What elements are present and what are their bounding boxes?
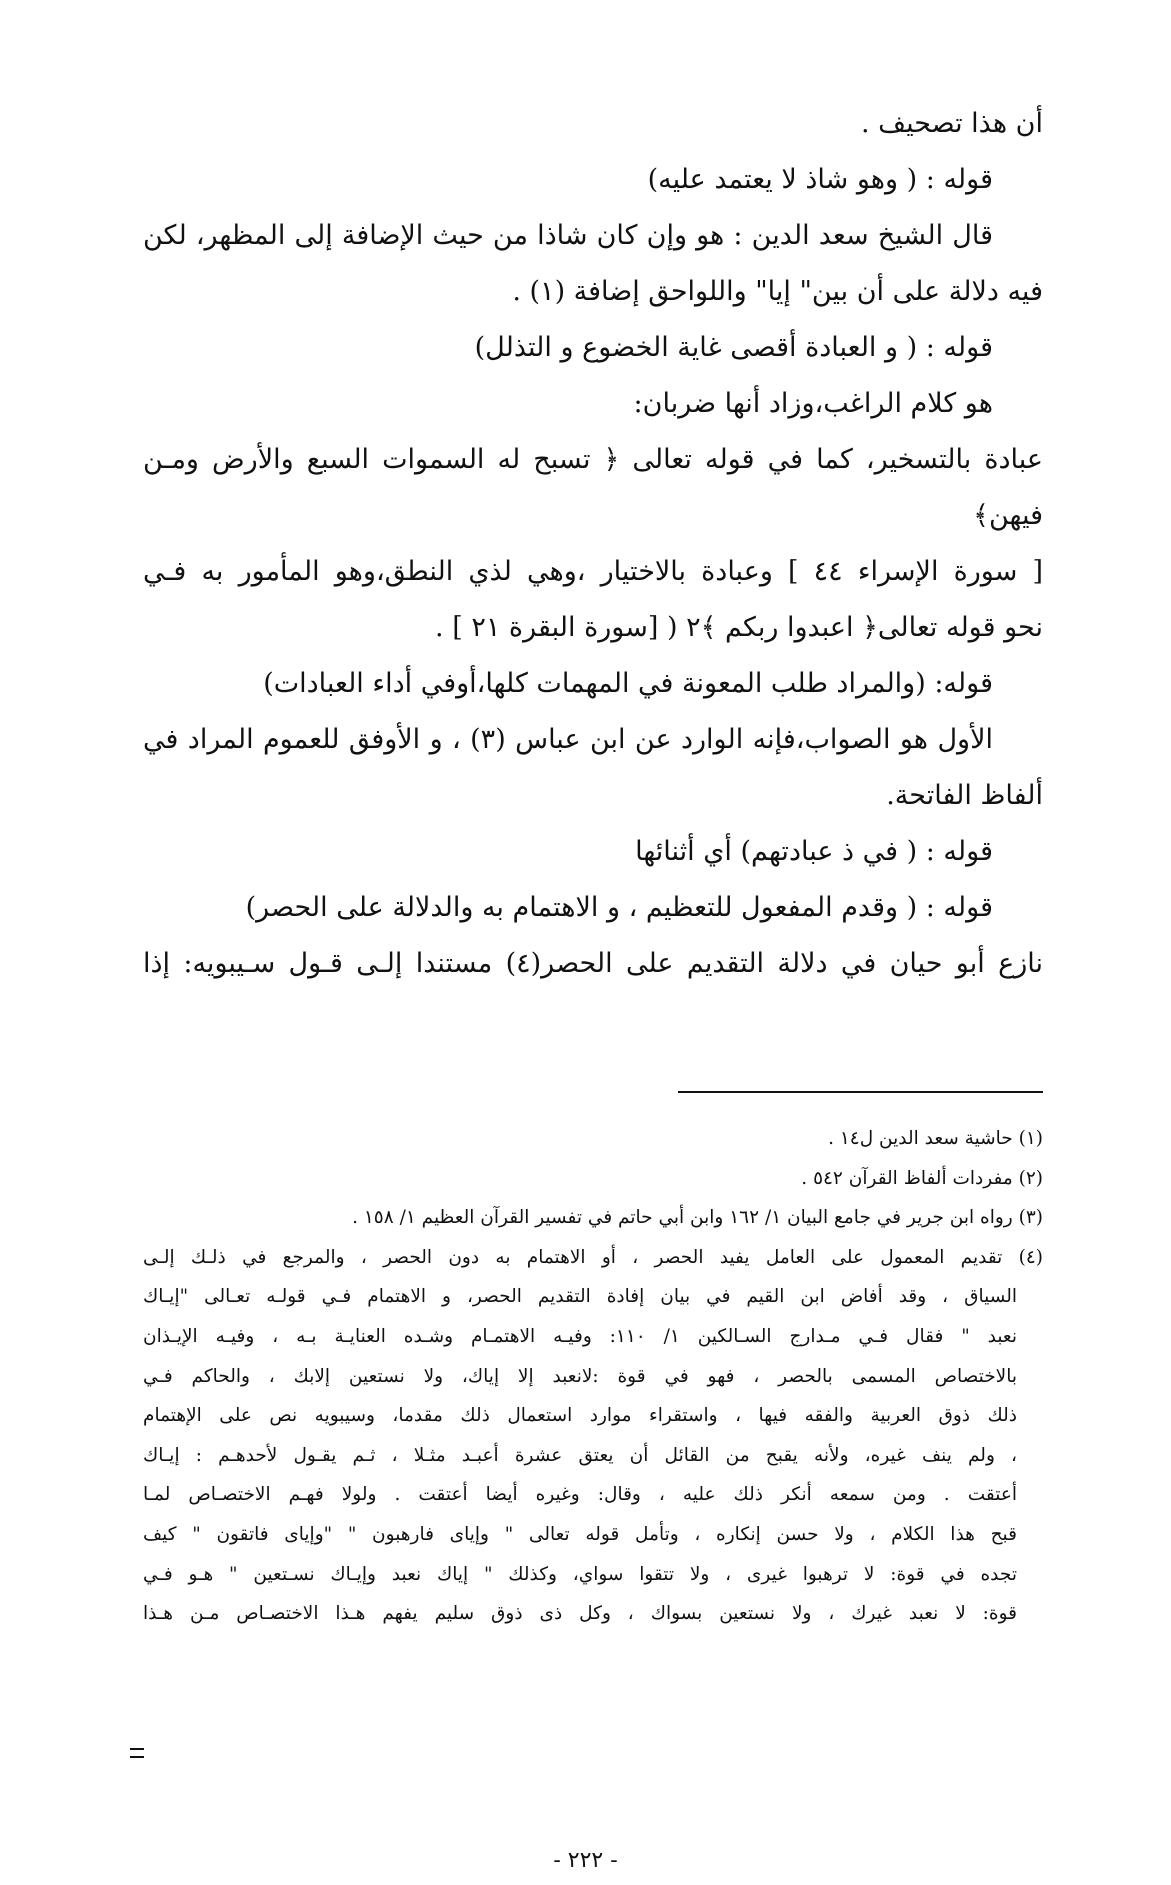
- text-line: نحو قوله تعالى﴿ اعبدوا ربكم ﴾٢ ( [سورة البقرة ٢١ ] .: [435, 612, 1043, 643]
- main-text: [143, 96, 1043, 992]
- text-line: نازع أبو حيان في دلالة التقديم على الحصر(٤) مستندا إلـى قـول سـيبويه: إذا: [143, 948, 1043, 979]
- text-line: الأول هو الصواب،فإنه الوارد عن ابن عباس (٣) ، و الأوفق للعموم المراد في: [143, 724, 994, 755]
- text-line: فيهن﴾: [973, 500, 1043, 531]
- footnote-line: ، ولم ينف غيره، ولأنه يقبح من القائل أن يعتق عشرة أعبـد مثـلا ، ثـم يقـول لأحدهـم : إيـاك: [143, 1444, 1017, 1466]
- text-line: قوله : ( و العبادة أقصى غاية الخضوع و التذلل): [474, 332, 993, 363]
- text-line: [ سورة الإسراء ٤٤ ] وعبادة بالاختيار ،وهي لذي النطق،وهو المأمور به فـي: [143, 556, 1043, 587]
- footnote-separator: [678, 1091, 1043, 1093]
- text-line: أن هذا تصحيف .: [860, 108, 1043, 139]
- text-line: قال الشيخ سعد الدين : هو وإن كان شاذا من حيث الإضافة إلى المظهر، لكن: [143, 220, 993, 251]
- text-line: هو كلام الراغب،وزاد أنها ضربان:: [633, 388, 993, 419]
- footnote-line: (١) حاشية سعد الدين ل١٤ .: [828, 1128, 1043, 1149]
- footnote-continuation-mark: [130, 1748, 144, 1758]
- footnote-line: السياق ، وقد أفاض ابن القيم في بيان إفادة التقديم الحصر، و الاهتمام فـي قولـه تعـالى "إيـاك: [143, 1286, 1017, 1308]
- footnote-line: أعتقت . ومن سمعه أنكر ذلك عليه ، وقال: وغيره أيضا أعتقت . ولولا فهـم الاختصـاص لمـا: [143, 1484, 1017, 1506]
- text-line: قوله : ( وهو شاذ لا يعتمد عليه): [647, 164, 993, 195]
- footnote-line: تجده في قوة: لا ترهبوا غيرى ، ولا تتقوا سواي، وكذلك " إياك نعبد وإيـاك نسـتعين " هـو فـي: [143, 1563, 1017, 1585]
- footnote-line: (٤) تقديم المعمول على العامل يفيد الحصر ، أو الاهتمام به دون الحصر ، والمرجع في ذلـك إلـى: [143, 1246, 1043, 1268]
- page-number: - ٢٢٢ -: [553, 1848, 618, 1873]
- text-line: ألفاظ الفاتحة.: [886, 780, 1043, 811]
- footnote-line: (٣) رواه ابن جرير في جامع البيان ١/ ١٦٢ وابن أبي حاتم في تفسير القرآن العظيم ١/ ١٥٨ .: [352, 1207, 1043, 1229]
- footnote-line: ذلك ذوق العربية والفقه فيها ، واستقراء موارد استعمال ذلك مقدما، وسيبويه نص على الإهتمام: [143, 1405, 1017, 1427]
- footnote-line: قوة: لا نعبد غيرك ، ولا نستعين بسواك ، وكل ذى ذوق سليم يفهم هـذا الاختصـاص مـن هـذا: [143, 1603, 1017, 1625]
- footnote-line: نعبد " فقال فـي مـدارج السـالكين ١/ ١١٠: وفيـه الاهتمـام وشـده العنايـة بـه ، وفيـه الإيـذان: [143, 1325, 1017, 1347]
- text-line: قوله: (والمراد طلب المعونة في المهمات كلها،أوفي أداء العبادات): [263, 668, 993, 699]
- text-line: قوله : ( وقدم المفعول للتعظيم ، و الاهتمام به والدلالة على الحصر): [245, 892, 993, 923]
- footnote-line: قبح هذا الكلام ، ولا حسن إنكاره ، وتأمل قوله تعالى " وإياى فارهبون " "وإياى فاتقون " كيف: [143, 1523, 1017, 1545]
- footnotes: [143, 1119, 1043, 1634]
- footnote-line: (٢) مفردات ألفاظ القرآن ٥٤٢ .: [801, 1167, 1043, 1189]
- text-line: عبادة بالتسخير، كما في قوله تعالى ﴿ تسبح له السموات السبع والأرض ومـن: [143, 444, 1043, 475]
- footnote-line: بالاختصاص المسمى بالحصر ، فهو في قوة :لانعبد إلا إياك، ولا نستعين إلابك ، والحاكم فـي: [143, 1365, 1017, 1387]
- text-line: فيه دلالة على أن بين" إيا" واللواحق إضافة (١) .: [512, 276, 1043, 307]
- text-line: قوله : ( في ذ عبادتهم) أي أثنائها: [635, 836, 993, 867]
